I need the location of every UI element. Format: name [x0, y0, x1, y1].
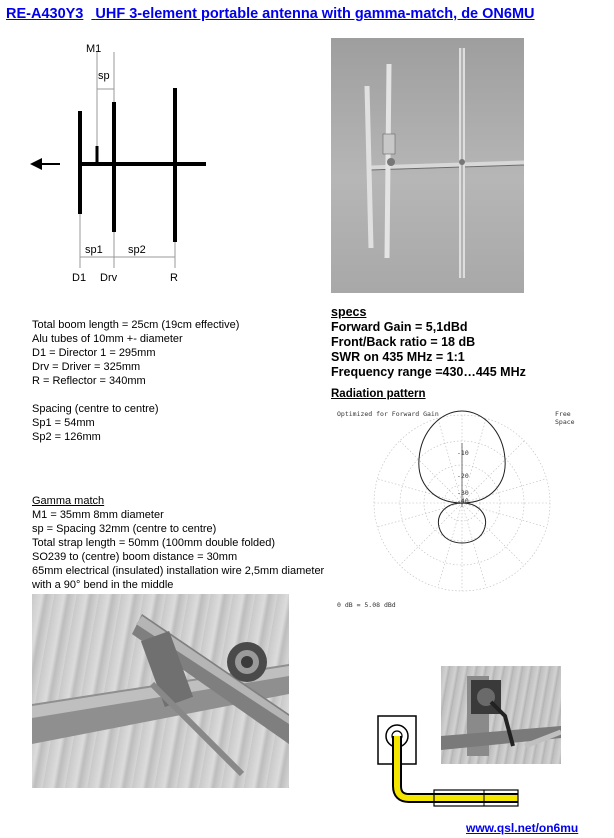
radiation-ring-label: -40 [457, 497, 469, 505]
radiation-plot [333, 403, 593, 615]
radiation-plot-svg [333, 403, 593, 615]
dimension-line: R = Reflector = 340mm [32, 375, 146, 387]
dimension-line: D1 = Director 1 = 295mm [32, 347, 156, 359]
wire-diagram [376, 712, 526, 812]
radiation-ring-label: -20 [457, 472, 469, 480]
gamma-line: with a 90° bend in the middle [32, 579, 174, 591]
radiation-heading: Radiation pattern [331, 388, 426, 400]
spacing-line: Sp1 = 54mm [32, 417, 95, 429]
gamma-heading: Gamma match [32, 495, 105, 507]
dimension-line: Total boom length = 25cm (19cm effective) [32, 319, 240, 331]
radiation-ring-label: -10 [457, 449, 469, 457]
label-m1: M1 [86, 43, 102, 55]
gamma-match-photo-svg [32, 594, 289, 788]
spacing-line: Sp2 = 126mm [32, 431, 101, 443]
gamma-line: SO239 to (centre) boom distance = 30mm [32, 551, 238, 563]
radiation-optimized-label: Optimized for Forward Gain [337, 410, 439, 418]
direction-arrow-head [30, 158, 42, 170]
title-description[interactable]: UHF 3-element portable antenna with gamma-match, de ON6MU [95, 6, 535, 22]
dimension-line: Alu tubes of 10mm +- diameter [32, 333, 183, 345]
dimensions-block [32, 318, 239, 388]
dimension-line: Drv = Driver = 325mm [32, 361, 141, 373]
wire-diagram-svg [376, 712, 526, 812]
antenna-photo [331, 38, 524, 293]
spacing-block [32, 402, 159, 444]
specs-heading: specs [331, 305, 367, 319]
specs-block [331, 305, 526, 380]
page-title[interactable] [6, 6, 543, 22]
radiation-scale-label: 0 dB = 5.08 dBd [337, 601, 396, 609]
footer-link[interactable]: www.qsl.net/on6mu [466, 821, 579, 835]
antenna-photo-svg [331, 38, 524, 293]
spec-swr: SWR on 435 MHz = 1:1 [331, 350, 465, 364]
label-sp: sp [98, 70, 110, 82]
radiation-freespace-label: Free Space [555, 410, 575, 426]
label-drv: Drv [100, 272, 118, 284]
radiation-ring-label: -30 [457, 489, 469, 497]
gamma-line: M1 = 35mm 8mm diameter [32, 509, 164, 521]
gamma-block [32, 494, 324, 592]
gamma-match-photo [32, 594, 289, 788]
antenna-diagram [28, 36, 218, 291]
title-model[interactable]: RE-A430Y3 [6, 6, 84, 22]
gamma-line: sp = Spacing 32mm (centre to centre) [32, 523, 217, 535]
spacing-line: Spacing (centre to centre) [32, 403, 159, 415]
spec-frequency: Frequency range =430…445 MHz [331, 365, 526, 379]
spec-forward-gain: Forward Gain = 5,1dBd [331, 320, 468, 334]
label-sp2: sp2 [128, 244, 146, 256]
label-sp1: sp1 [85, 244, 103, 256]
antenna-diagram-svg [28, 36, 218, 291]
label-d1: D1 [72, 272, 87, 284]
label-r: R [170, 272, 178, 284]
gamma-line: 65mm electrical (insulated) installation wire 2,5mm diameter [32, 565, 325, 577]
spec-front-back: Front/Back ratio = 18 dB [331, 335, 476, 349]
gamma-line: Total strap length = 50mm (100mm double folded) [32, 537, 276, 549]
